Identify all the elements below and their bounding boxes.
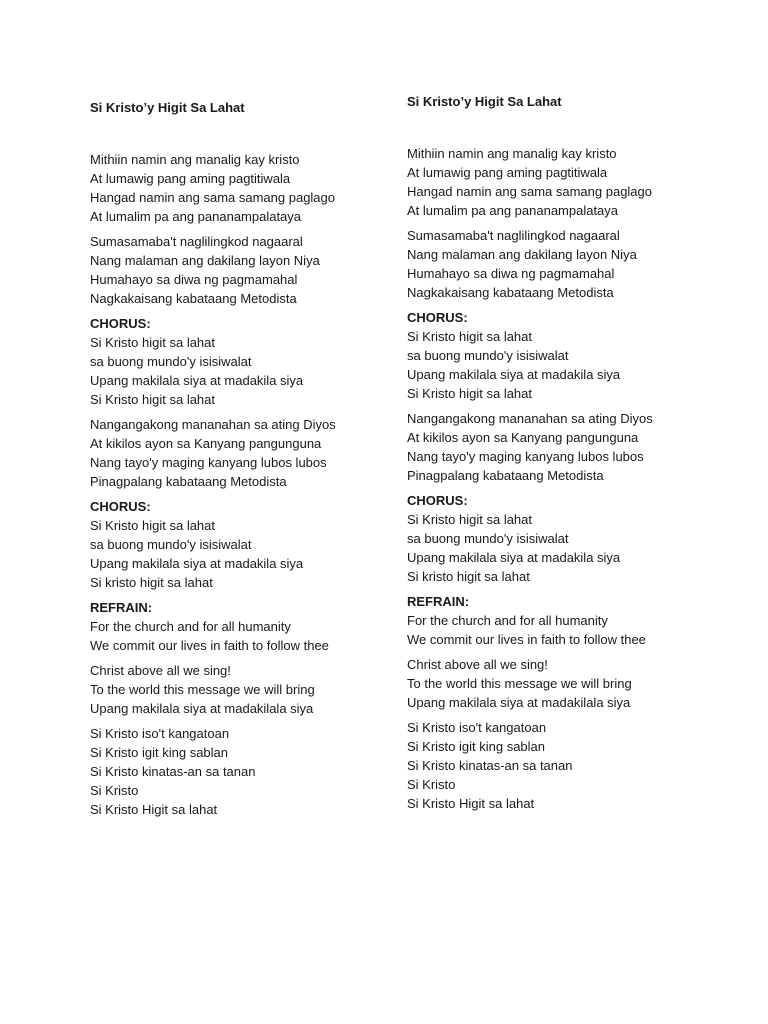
lyric-line: At lumalim pa ang pananampalataya [407,203,619,218]
verse-block [90,661,440,718]
section-heading: CHORUS: [407,310,468,325]
lyric-line: At lumawig pang aming pagtitiwala [407,165,608,180]
lyric-line: Nangangakong mananahan sa ating Diyos [407,411,653,426]
lyric-line: Si Kristo Higit sa lahat [90,802,218,817]
lyric-line: Nangangakong mananahan sa ating Diyos [90,417,336,432]
verse-block [90,415,440,491]
lyric-line: Si Kristo higit sa lahat [407,386,533,401]
lyric-line: Upang makilala siya at madakila siya [407,550,621,565]
verse-block [90,232,440,308]
lyric-line: Si Kristo higit sa lahat [90,335,216,350]
lyric-line: Si Kristo iso't kangatoan [407,720,547,735]
lyric-line: Nang malaman ang dakilang layon Niya [90,253,320,268]
lyric-line: Si Kristo higit sa lahat [407,512,533,527]
lyric-line: Si Kristo iso't kangatoan [90,726,230,741]
lyric-line: Upang makilala siya at madakila siya [407,367,621,382]
lyric-line: sa buong mundo'y isisiwalat [407,531,569,546]
lyric-line: Humahayo sa diwa ng pagmamahal [90,272,298,287]
lyric-line: Upang makilala siya at madakila siya [90,556,304,571]
lyric-line: For the church and for all humanity [407,613,608,628]
lyric-line: Nang tayo'y maging kanyang lubos lubos [90,455,327,470]
lyric-line: Si Kristo higit sa lahat [90,518,216,533]
lyric-line: Si Kristo [90,783,139,798]
lyric-line: At lumawig pang aming pagtitiwala [90,171,291,186]
lyric-line: At kikilos ayon sa Kanyang pangunguna [407,430,639,445]
lyric-line: Nagkakaisang kabataang Metodista [90,291,297,306]
verse-block-chorus [90,314,440,409]
lyric-line: Sumasamaba't naglilingkod nagaaral [407,228,620,243]
lyric-line: Christ above all we sing! [90,663,231,678]
lyric-line: To the world this message we will bring [90,682,315,697]
lyric-line: Upang makilala siya at madakilala siya [407,695,631,710]
lyric-line: Upang makilala siya at madakila siya [90,373,304,388]
lyric-line: Mithiin namin ang manalig kay kristo [407,146,617,161]
lyric-line: Si Kristo higit sa lahat [407,329,533,344]
verse-block-chorus [407,491,757,586]
lyric-line: Upang makilala siya at madakilala siya [90,701,314,716]
lyric-line: Christ above all we sing! [407,657,548,672]
song-title: Si Kristo’y Higit Sa Lahat [90,100,245,115]
lyric-line: Pinagpalang kabataang Metodista [407,468,604,483]
lyric-line: To the world this message we will bring [407,676,632,691]
lyric-line: For the church and for all humanity [90,619,291,634]
lyric-line: Humahayo sa diwa ng pagmamahal [407,266,615,281]
verse-block-chorus [407,308,757,403]
lyrics-column-right [407,94,757,819]
lyric-line: Nagkakaisang kabataang Metodista [407,285,614,300]
section-heading: CHORUS: [90,499,151,514]
lyric-line: Hangad namin ang sama samang paglago [407,184,653,199]
lyrics-blocks [90,150,440,819]
lyric-line: sa buong mundo'y isisiwalat [90,537,252,552]
lyric-line: Si Kristo higit sa lahat [90,392,216,407]
lyric-line: Pinagpalang kabataang Metodista [90,474,287,489]
verse-block-chorus [90,497,440,592]
verse-block-refrain [90,598,440,655]
lyric-line: Si Kristo Higit sa lahat [407,796,535,811]
verse-block [407,718,757,813]
lyric-line: Si Kristo [407,777,456,792]
lyric-line: Hangad namin ang sama samang paglago [90,190,336,205]
song-title: Si Kristo’y Higit Sa Lahat [407,94,562,109]
verse-block [407,655,757,712]
lyric-line: sa buong mundo'y isisiwalat [90,354,252,369]
lyric-line: Si Kristo igit king sablan [90,745,229,760]
section-heading: REFRAIN: [407,594,470,609]
section-heading: CHORUS: [407,493,468,508]
verse-block [90,150,440,226]
lyrics-column-left [90,100,440,825]
lyric-line: Nang malaman ang dakilang layon Niya [407,247,637,262]
section-heading: CHORUS: [90,316,151,331]
lyric-line: Si kristo higit sa lahat [90,575,213,590]
verse-block [90,724,440,819]
lyric-line: At kikilos ayon sa Kanyang pangunguna [90,436,322,451]
lyric-line: Sumasamaba't naglilingkod nagaaral [90,234,303,249]
lyric-line: We commit our lives in faith to follow thee [90,638,329,653]
lyric-line: Si Kristo kinatas-an sa tanan [90,764,256,779]
lyrics-blocks [407,144,757,813]
verse-block-refrain [407,592,757,649]
lyric-line: Mithiin namin ang manalig kay kristo [90,152,300,167]
lyric-line: Si kristo higit sa lahat [407,569,530,584]
lyric-line: Si Kristo igit king sablan [407,739,546,754]
verse-block [407,226,757,302]
lyric-line: Nang tayo'y maging kanyang lubos lubos [407,449,644,464]
lyric-line: sa buong mundo'y isisiwalat [407,348,569,363]
lyric-line: We commit our lives in faith to follow thee [407,632,646,647]
section-heading: REFRAIN: [90,600,153,615]
verse-block [407,144,757,220]
lyric-line: At lumalim pa ang pananampalataya [90,209,302,224]
lyric-line: Si Kristo kinatas-an sa tanan [407,758,573,773]
verse-block [407,409,757,485]
